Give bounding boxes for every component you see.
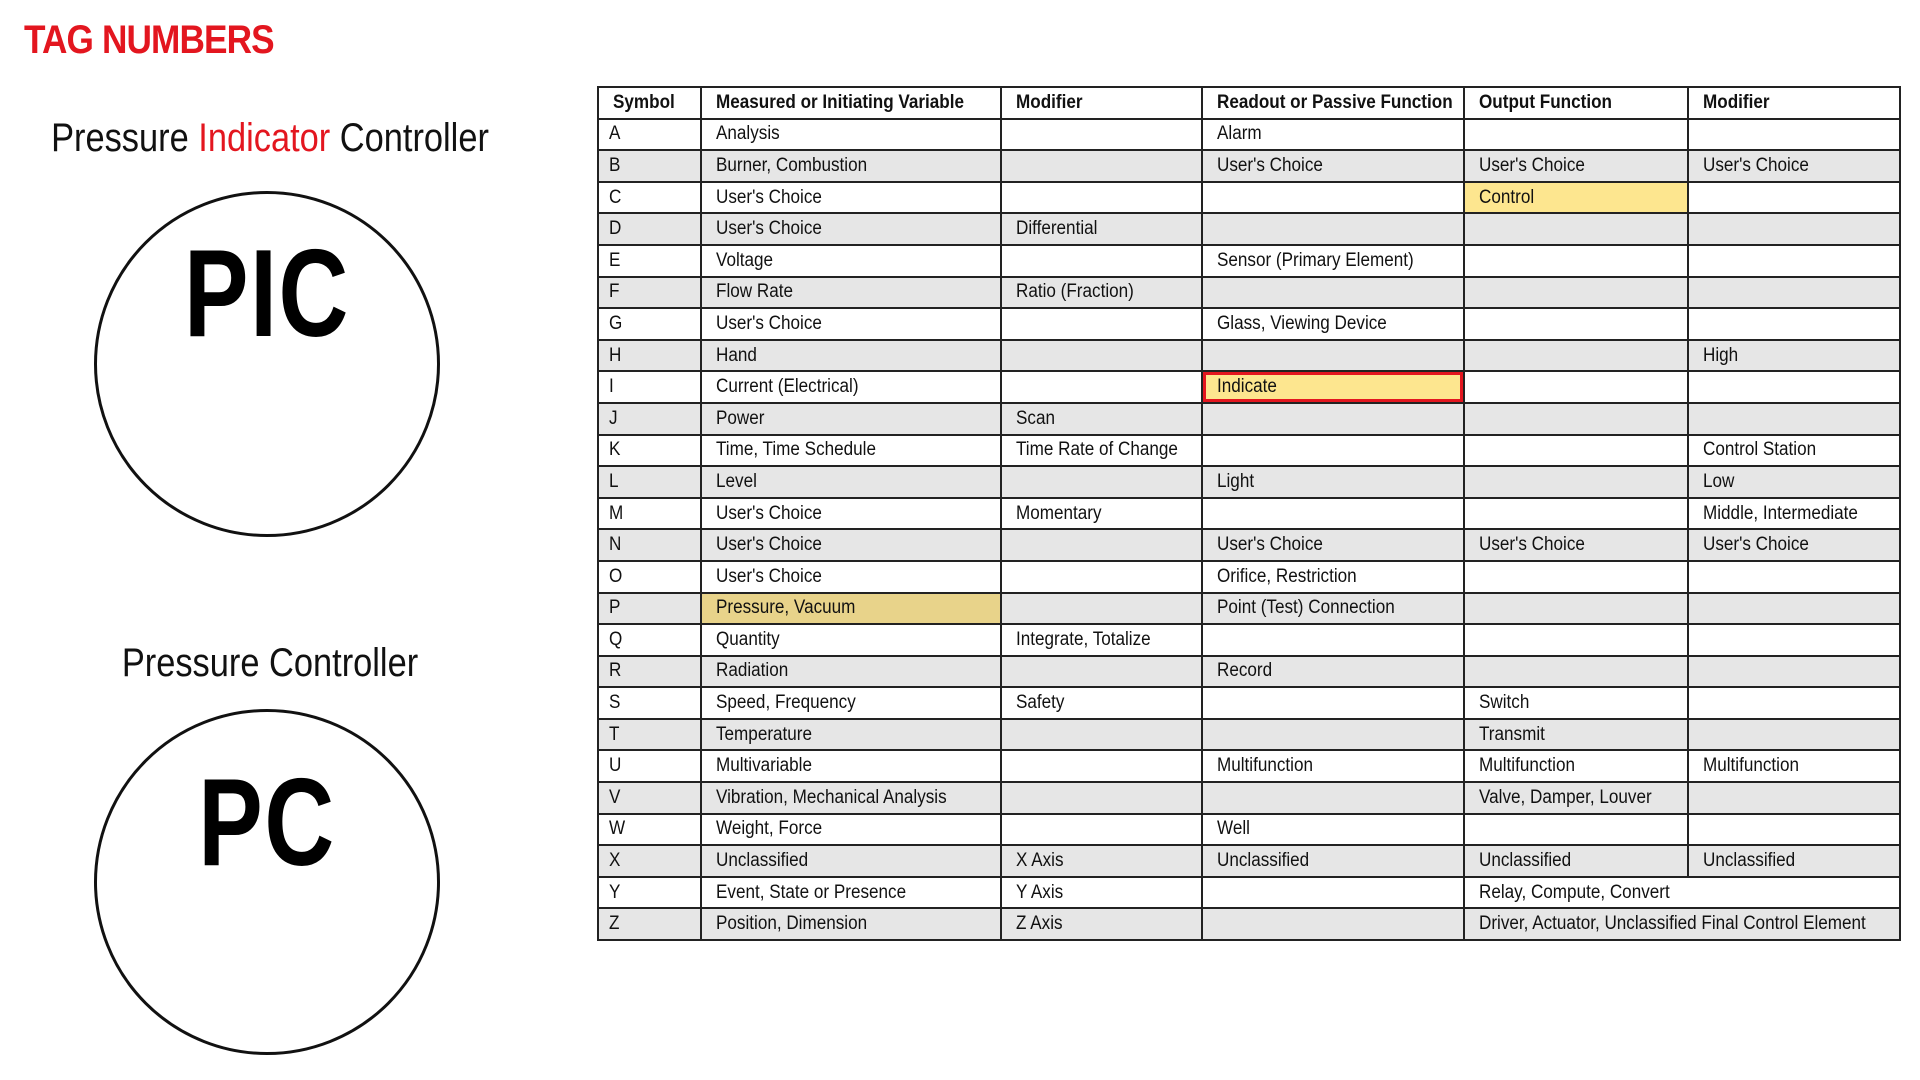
cell-output: Switch [1464, 687, 1688, 719]
cell-modifier [1001, 119, 1202, 151]
pc-caption: Pressure Controller [121, 641, 419, 685]
cell-output [1464, 593, 1688, 625]
table-row [598, 529, 1900, 561]
cell-output [1464, 435, 1688, 467]
cell-modifier2: User's Choice [1688, 150, 1900, 182]
table-row [598, 435, 1900, 467]
cell-measured: Voltage [701, 245, 1001, 277]
table-row [598, 687, 1900, 719]
page-title: TAG NUMBERS [24, 18, 274, 62]
cell-symbol: L [598, 466, 701, 498]
cell-symbol: Y [598, 877, 701, 909]
table-row [598, 814, 1900, 846]
cell-measured: Position, Dimension [701, 908, 1001, 940]
table-row [598, 877, 1900, 909]
cell-symbol: O [598, 561, 701, 593]
pic-instrument-bubble [94, 191, 440, 537]
cell-modifier: Safety [1001, 687, 1202, 719]
cell-output: Multifunction [1464, 750, 1688, 782]
cell-symbol: N [598, 529, 701, 561]
table-row [598, 845, 1900, 877]
cell-symbol: E [598, 245, 701, 277]
cell-modifier2: Control Station [1688, 435, 1900, 467]
cell-symbol: V [598, 782, 701, 814]
table-row [598, 593, 1900, 625]
cell-symbol: F [598, 277, 701, 309]
cell-symbol: D [598, 213, 701, 245]
cell-readout: Well [1202, 814, 1464, 846]
cell-modifier [1001, 750, 1202, 782]
cell-modifier2 [1688, 782, 1900, 814]
cell-output-merged: Relay, Compute, Convert [1464, 877, 1900, 909]
cell-measured: Unclassified [701, 845, 1001, 877]
cell-output [1464, 624, 1688, 656]
cell-measured: User's Choice [701, 498, 1001, 530]
cell-output [1464, 814, 1688, 846]
cell-modifier [1001, 308, 1202, 340]
cell-readout [1202, 908, 1464, 940]
cell-measured: Temperature [701, 719, 1001, 751]
cell-symbol: C [598, 182, 701, 214]
cell-modifier: Scan [1001, 403, 1202, 435]
cell-output [1464, 403, 1688, 435]
cell-modifier2 [1688, 371, 1900, 403]
cell-modifier: Time Rate of Change [1001, 435, 1202, 467]
cell-modifier2 [1688, 656, 1900, 688]
cell-modifier [1001, 656, 1202, 688]
cell-symbol: X [598, 845, 701, 877]
cell-readout: Unclassified [1202, 845, 1464, 877]
cell-readout: User's Choice [1202, 150, 1464, 182]
cell-output: Valve, Damper, Louver [1464, 782, 1688, 814]
cell-modifier2: Low [1688, 466, 1900, 498]
table-row [598, 656, 1900, 688]
cell-readout [1202, 719, 1464, 751]
cell-output [1464, 213, 1688, 245]
cell-modifier [1001, 371, 1202, 403]
cell-output [1464, 308, 1688, 340]
cell-modifier2: Multifunction [1688, 750, 1900, 782]
table-row [598, 213, 1900, 245]
cell-readout: User's Choice [1202, 529, 1464, 561]
cell-output [1464, 371, 1688, 403]
cell-modifier2 [1688, 624, 1900, 656]
table-row [598, 561, 1900, 593]
cell-modifier2 [1688, 182, 1900, 214]
header-measured-variable: Measured or Initiating Variable [701, 87, 1001, 119]
cell-output [1464, 340, 1688, 372]
cell-measured: User's Choice [701, 213, 1001, 245]
table-row [598, 782, 1900, 814]
table-row [598, 908, 1900, 940]
cell-modifier2 [1688, 245, 1900, 277]
cell-readout: Alarm [1202, 119, 1464, 151]
table-row [598, 245, 1900, 277]
table-row [598, 498, 1900, 530]
cell-modifier: Integrate, Totalize [1001, 624, 1202, 656]
cell-measured: Analysis [701, 119, 1001, 151]
cell-measured: Event, State or Presence [701, 877, 1001, 909]
pc-tag-letters: PC [198, 754, 336, 892]
cell-measured: User's Choice [701, 308, 1001, 340]
table-row [598, 719, 1900, 751]
cell-measured: Current (Electrical) [701, 371, 1001, 403]
cell-readout [1202, 624, 1464, 656]
table-row [598, 750, 1900, 782]
cell-readout [1202, 403, 1464, 435]
cell-measured: Multivariable [701, 750, 1001, 782]
cell-symbol: G [598, 308, 701, 340]
pic-tag-letters: PIC [184, 225, 350, 363]
table-row [598, 371, 1900, 403]
header-modifier: Modifier [1001, 87, 1202, 119]
cell-readout: Glass, Viewing Device [1202, 308, 1464, 340]
cell-readout [1202, 277, 1464, 309]
cell-symbol: K [598, 435, 701, 467]
cell-readout [1202, 182, 1464, 214]
cell-measured: Quantity [701, 624, 1001, 656]
cell-modifier: X Axis [1001, 845, 1202, 877]
cell-output: Unclassified [1464, 845, 1688, 877]
cell-modifier2 [1688, 308, 1900, 340]
cell-output: Control [1464, 182, 1688, 214]
cell-modifier2: High [1688, 340, 1900, 372]
header-output-function: Output Function [1464, 87, 1688, 119]
cell-modifier: Differential [1001, 213, 1202, 245]
cell-output [1464, 245, 1688, 277]
cell-modifier2 [1688, 687, 1900, 719]
cell-modifier [1001, 150, 1202, 182]
cell-symbol: W [598, 814, 701, 846]
table-row [598, 403, 1900, 435]
cell-modifier [1001, 782, 1202, 814]
cell-measured: User's Choice [701, 182, 1001, 214]
cell-measured: Power [701, 403, 1001, 435]
table-row [598, 150, 1900, 182]
cell-symbol: P [598, 593, 701, 625]
cell-readout: Record [1202, 656, 1464, 688]
header-symbol: Symbol [598, 87, 701, 119]
cell-symbol: S [598, 687, 701, 719]
cell-readout [1202, 213, 1464, 245]
cell-measured: Time, Time Schedule [701, 435, 1001, 467]
cell-modifier2 [1688, 277, 1900, 309]
cell-symbol: R [598, 656, 701, 688]
cell-measured: Pressure, Vacuum [701, 593, 1001, 625]
header-modifier-2: Modifier [1688, 87, 1900, 119]
cell-output [1464, 656, 1688, 688]
table-row [598, 340, 1900, 372]
cell-modifier [1001, 719, 1202, 751]
cell-measured: User's Choice [701, 529, 1001, 561]
cell-modifier2 [1688, 403, 1900, 435]
cell-measured: Flow Rate [701, 277, 1001, 309]
cell-readout [1202, 435, 1464, 467]
cell-modifier2 [1688, 213, 1900, 245]
cell-readout: Orifice, Restriction [1202, 561, 1464, 593]
cell-symbol: Q [598, 624, 701, 656]
cell-modifier [1001, 561, 1202, 593]
cell-symbol: H [598, 340, 701, 372]
cell-modifier: Momentary [1001, 498, 1202, 530]
cell-measured: Radiation [701, 656, 1001, 688]
cell-modifier: Z Axis [1001, 908, 1202, 940]
cell-symbol: B [598, 150, 701, 182]
cell-readout [1202, 498, 1464, 530]
tag-letter-table [597, 86, 1901, 941]
cell-modifier [1001, 182, 1202, 214]
table-row [598, 624, 1900, 656]
cell-measured: Hand [701, 340, 1001, 372]
table-row [598, 277, 1900, 309]
table-row [598, 466, 1900, 498]
cell-modifier [1001, 529, 1202, 561]
cell-modifier2 [1688, 719, 1900, 751]
cell-symbol: T [598, 719, 701, 751]
cell-output: Transmit [1464, 719, 1688, 751]
cell-modifier [1001, 340, 1202, 372]
cell-symbol: I [598, 371, 701, 403]
cell-readout: Indicate [1202, 371, 1464, 403]
cell-modifier [1001, 593, 1202, 625]
cell-readout [1202, 687, 1464, 719]
cell-readout [1202, 340, 1464, 372]
cell-modifier2: Unclassified [1688, 845, 1900, 877]
caption-part: Controller [330, 116, 489, 160]
cell-modifier2 [1688, 119, 1900, 151]
cell-symbol: A [598, 119, 701, 151]
cell-output [1464, 277, 1688, 309]
table-header-row [598, 87, 1900, 119]
cell-readout [1202, 877, 1464, 909]
cell-modifier: Ratio (Fraction) [1001, 277, 1202, 309]
cell-readout: Light [1202, 466, 1464, 498]
cell-output: User's Choice [1464, 529, 1688, 561]
cell-measured: User's Choice [701, 561, 1001, 593]
cell-measured: Vibration, Mechanical Analysis [701, 782, 1001, 814]
cell-modifier2: Middle, Intermediate [1688, 498, 1900, 530]
caption-part: Pressure [51, 116, 199, 160]
pc-instrument-bubble [94, 709, 440, 1055]
cell-output [1464, 466, 1688, 498]
cell-readout: Point (Test) Connection [1202, 593, 1464, 625]
table-row [598, 119, 1900, 151]
cell-output [1464, 119, 1688, 151]
cell-output-merged: Driver, Actuator, Unclassified Final Control Element [1464, 908, 1900, 940]
cell-symbol: J [598, 403, 701, 435]
caption-highlight-indicator: Indicator [198, 116, 331, 160]
cell-modifier [1001, 466, 1202, 498]
cell-measured: Speed, Frequency [701, 687, 1001, 719]
cell-modifier [1001, 245, 1202, 277]
cell-modifier [1001, 814, 1202, 846]
cell-modifier2 [1688, 814, 1900, 846]
cell-output [1464, 498, 1688, 530]
cell-measured: Level [701, 466, 1001, 498]
cell-symbol: M [598, 498, 701, 530]
cell-measured: Burner, Combustion [701, 150, 1001, 182]
cell-symbol: Z [598, 908, 701, 940]
cell-symbol: U [598, 750, 701, 782]
table-row [598, 308, 1900, 340]
cell-readout [1202, 782, 1464, 814]
cell-modifier2 [1688, 593, 1900, 625]
cell-modifier: Y Axis [1001, 877, 1202, 909]
cell-modifier2 [1688, 561, 1900, 593]
cell-readout: Sensor (Primary Element) [1202, 245, 1464, 277]
cell-measured: Weight, Force [701, 814, 1001, 846]
table-row [598, 182, 1900, 214]
pic-caption [21, 116, 520, 161]
header-readout-function: Readout or Passive Function [1202, 87, 1464, 119]
cell-output [1464, 561, 1688, 593]
cell-modifier2: User's Choice [1688, 529, 1900, 561]
cell-output: User's Choice [1464, 150, 1688, 182]
cell-readout: Multifunction [1202, 750, 1464, 782]
